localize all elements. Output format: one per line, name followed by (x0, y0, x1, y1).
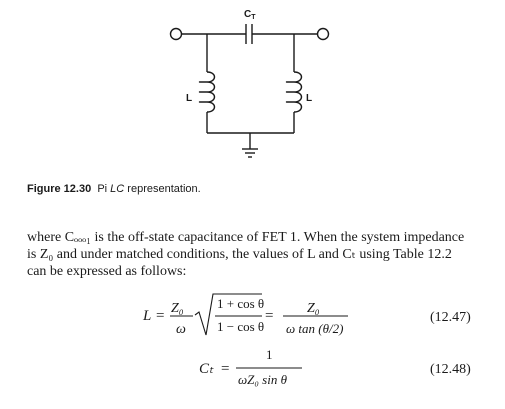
caption-number: Figure 12.30 (27, 183, 92, 195)
inductor-left-label: L (186, 93, 193, 104)
eq2-den: ωZ₀ sin θ (238, 372, 287, 387)
paragraph-line: is Z₀ and under matched conditions, the values of L and Cₜ using Table 12.2 (27, 247, 452, 262)
eq1-rad-num: 1 + cos θ (217, 296, 265, 311)
equation-12-47 (142, 294, 471, 337)
eq2-num: 1 (266, 347, 273, 362)
eq1-number: (12.47) (430, 310, 471, 325)
capacitor-label: $C_T$ (244, 9, 256, 21)
caption-suffix: representation. (127, 183, 201, 195)
eq1-lhs: L (143, 308, 152, 324)
equation-12-48 (199, 347, 471, 387)
eq1-equals2: = (265, 308, 274, 324)
eq1-rad-den: 1 − cos θ (217, 319, 265, 334)
eq2-equals: = (221, 361, 230, 377)
inductor-right-label: L (306, 93, 313, 104)
eq1-den2: ω tan (θ/2) (286, 321, 344, 336)
eq2-lhs: Cₜ (199, 361, 214, 377)
eq2-number: (12.48) (430, 362, 471, 377)
eq1-den1: ω (176, 322, 186, 337)
paragraph-line: can be expressed as follows: (27, 264, 187, 279)
caption-italic: LC (110, 183, 125, 195)
paragraph-line: where Cₒₒₒ₁ is the off-state capacitance of FET 1. When the system impedance (27, 230, 465, 245)
caption-prefix: Pi (97, 183, 108, 195)
eq1-num2: Z₀ (307, 301, 320, 316)
eq1-equals: = (156, 308, 165, 324)
eq1-num1: Z₀ (171, 301, 184, 316)
